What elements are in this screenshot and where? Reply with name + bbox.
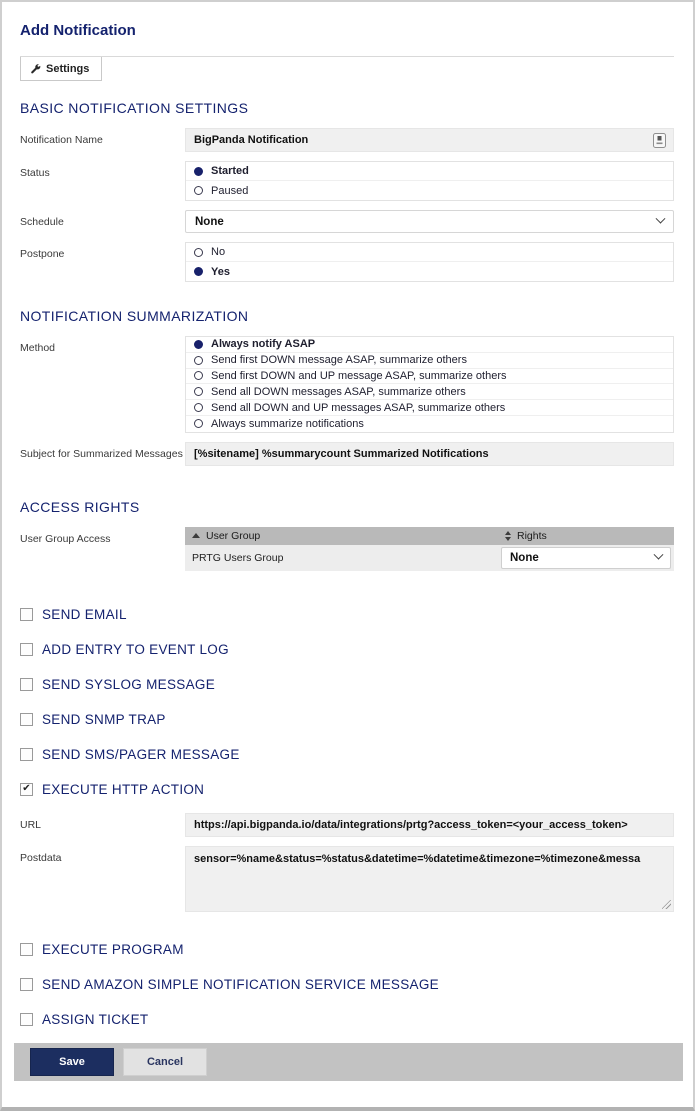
tab-settings-label: Settings: [46, 62, 90, 75]
method-option-2-label: Send first DOWN and UP message ASAP, summarize others: [211, 369, 507, 382]
method-option-3[interactable]: [186, 384, 673, 400]
toggle-execute-http-action[interactable]: [20, 782, 674, 797]
toggle-send-email-label: SEND EMAIL: [42, 606, 127, 622]
user-group-access-label: User Group Access: [20, 532, 111, 545]
schedule-label: Schedule: [20, 216, 64, 228]
subject-input[interactable]: [185, 442, 674, 466]
tab-settings[interactable]: [20, 57, 102, 81]
method-option-1[interactable]: [186, 353, 673, 369]
rights-selected-value: None: [510, 551, 539, 564]
toggle-execute-program-label: EXECUTE PROGRAM: [42, 941, 184, 957]
chevron-down-icon: [654, 550, 664, 560]
save-button[interactable]: Save: [30, 1048, 114, 1076]
tab-strip: [20, 56, 674, 81]
radio-icon[interactable]: [194, 419, 203, 428]
resize-handle[interactable]: [662, 900, 671, 909]
toggle-send-amazon-sns-label: SEND AMAZON SIMPLE NOTIFICATION SERVICE MESSAGE: [42, 976, 439, 992]
toggle-assign-ticket[interactable]: [20, 1012, 674, 1027]
radio-icon[interactable]: [194, 186, 203, 195]
footer-bar: [14, 1043, 683, 1081]
status-option-started-label: Started: [211, 165, 249, 177]
method-option-0[interactable]: [186, 337, 673, 353]
postpone-option-yes[interactable]: [186, 262, 673, 281]
toggle-send-syslog[interactable]: [20, 677, 674, 692]
checkbox-icon[interactable]: [20, 748, 33, 761]
status-option-paused-label: Paused: [211, 184, 249, 197]
user-group-column-label: User Group: [206, 529, 261, 542]
radio-icon[interactable]: [194, 371, 203, 380]
wrench-icon: [30, 63, 41, 74]
radio-icon[interactable]: [194, 167, 203, 176]
method-radio-group: [185, 336, 674, 433]
schedule-selected-value: None: [195, 215, 224, 228]
status-option-paused[interactable]: [186, 181, 673, 200]
subject-value: [%sitename] %summarycount Summarized Notifications: [194, 447, 489, 460]
chevron-down-icon: [656, 214, 666, 224]
method-option-3-label: Send all DOWN messages ASAP, summarize others: [211, 385, 466, 398]
notification-name-value: BigPanda Notification: [194, 134, 309, 146]
method-option-5-label: Always summarize notifications: [211, 417, 364, 430]
user-group-cell: PRTG Users Group: [185, 545, 498, 571]
checkbox-icon[interactable]: [20, 783, 33, 796]
toggle-send-amazon-sns[interactable]: [20, 977, 674, 992]
schedule-select[interactable]: [185, 210, 674, 233]
toggle-add-entry-event-log-label: ADD ENTRY TO EVENT LOG: [42, 641, 229, 657]
toggle-send-email[interactable]: [20, 607, 674, 622]
toggle-assign-ticket-label: ASSIGN TICKET: [42, 1011, 149, 1027]
radio-icon[interactable]: [194, 387, 203, 396]
status-row: [20, 161, 674, 201]
user-group-access-row: [20, 527, 674, 571]
toggle-send-sms-pager[interactable]: [20, 747, 674, 762]
notification-name-label: Notification Name: [20, 134, 103, 146]
postpone-option-yes-label: Yes: [211, 265, 230, 278]
url-row: [20, 813, 674, 837]
radio-icon[interactable]: [194, 356, 203, 365]
toggle-add-entry-event-log[interactable]: [20, 642, 674, 657]
postdata-row: [20, 846, 674, 912]
toggle-send-sms-pager-label: SEND SMS/PAGER MESSAGE: [42, 746, 240, 762]
notification-name-input[interactable]: [185, 128, 674, 152]
subject-row: [20, 442, 674, 466]
toggle-execute-program[interactable]: [20, 942, 674, 957]
toggle-send-snmp-trap-label: SEND SNMP TRAP: [42, 711, 166, 727]
toggle-execute-http-action-label: EXECUTE HTTP ACTION: [42, 781, 205, 797]
postdata-textarea[interactable]: [185, 846, 674, 912]
method-option-2[interactable]: [186, 369, 673, 385]
postpone-row: [20, 242, 674, 282]
url-input[interactable]: [185, 813, 674, 837]
table-row: [185, 545, 674, 571]
cancel-button[interactable]: Cancel: [123, 1048, 207, 1076]
postpone-option-no[interactable]: [186, 243, 673, 262]
sort-ascending-icon: [192, 533, 200, 538]
http-action-fields: [20, 813, 674, 912]
checkbox-icon[interactable]: [20, 643, 33, 656]
checkbox-icon[interactable]: [20, 678, 33, 691]
url-label: URL: [20, 818, 42, 831]
postpone-radio-group: [185, 242, 674, 282]
section-basic-settings: BASIC NOTIFICATION SETTINGS: [20, 100, 249, 116]
method-option-4-label: Send all DOWN and UP messages ASAP, summarize others: [211, 401, 506, 414]
subject-label: Subject for Summarized Messages: [20, 447, 183, 460]
section-access-rights: ACCESS RIGHTS: [20, 498, 140, 515]
rights-select[interactable]: [501, 547, 671, 569]
checkbox-icon[interactable]: [20, 713, 33, 726]
toggle-send-syslog-label: SEND SYSLOG MESSAGE: [42, 676, 215, 692]
postdata-label: Postdata: [20, 851, 62, 864]
method-option-5[interactable]: [186, 416, 673, 432]
notification-name-field-icon[interactable]: [653, 133, 666, 151]
column-header-rights[interactable]: [498, 527, 674, 545]
method-option-0-label: Always notify ASAP: [211, 338, 316, 351]
postpone-option-no-label: No: [211, 246, 226, 258]
schedule-row: [20, 210, 674, 233]
method-row: [20, 336, 674, 433]
radio-icon[interactable]: [194, 267, 203, 276]
method-label: Method: [20, 342, 56, 354]
column-header-user-group[interactable]: [185, 527, 498, 545]
method-option-1-label: Send first DOWN message ASAP, summarize others: [211, 354, 467, 367]
postpone-label: Postpone: [20, 248, 65, 260]
section-summarization: NOTIFICATION SUMMARIZATION: [20, 308, 249, 324]
checkbox-icon[interactable]: [20, 943, 33, 956]
postdata-value: sensor=%name&status=%status&datetime=%datetime&timezone=%timezone&messa: [194, 852, 641, 865]
method-option-4[interactable]: [186, 400, 673, 416]
radio-icon[interactable]: [194, 403, 203, 412]
toggle-send-snmp-trap[interactable]: [20, 712, 674, 727]
radio-icon[interactable]: [194, 248, 203, 257]
notification-name-row: [20, 128, 674, 152]
rights-column-label: Rights: [517, 529, 547, 542]
status-option-started[interactable]: [186, 162, 673, 181]
checkbox-icon[interactable]: [20, 978, 33, 991]
radio-icon[interactable]: [194, 340, 203, 349]
sort-both-icon: [505, 531, 511, 541]
page-title: Add Notification: [20, 22, 136, 39]
status-label: Status: [20, 167, 50, 179]
status-radio-group: [185, 161, 674, 201]
checkbox-icon[interactable]: [20, 1013, 33, 1026]
user-group-access-table: [185, 527, 674, 571]
url-value: https://api.bigpanda.io/data/integrations/prtg?access_token=<your_access_token>: [194, 818, 628, 831]
checkbox-icon[interactable]: [20, 608, 33, 621]
